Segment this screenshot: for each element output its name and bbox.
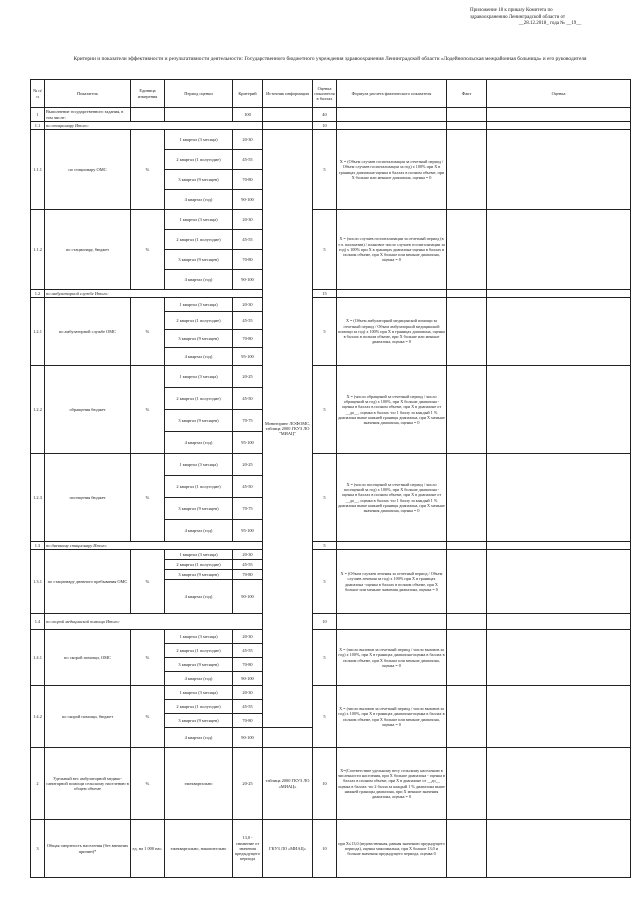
row-source (263, 108, 313, 122)
criteria-q3: 70-80 (233, 658, 263, 672)
row-score: 5 (313, 130, 337, 210)
criteria-q4: 90-100 (233, 580, 263, 614)
row-score: 10 (313, 748, 337, 820)
row-num: 1.2.2 (31, 366, 45, 454)
table-row (31, 686, 631, 700)
row-formula: X = (Объем случаев госпитализации за отчетный период / Объем случаев госпитализации за год) х 100% при X в границах диапазона-оценка в баллах в полном объеме, при X больше или меньше диапазона, оценка = 0 (337, 130, 447, 210)
row-unit: ед. на 1 000 нас. (131, 820, 165, 878)
period-q3: 3 квартал (9 месяцев) (165, 570, 233, 580)
row-num: 1.1 (31, 122, 45, 130)
row-unit: % (131, 210, 165, 290)
row-score: 5 (313, 210, 337, 290)
row-score: 10 (313, 122, 337, 130)
period-q4: 4 квартал (год) (165, 520, 233, 542)
row-score: 5 (313, 550, 337, 614)
row-eval (487, 108, 631, 122)
row-formula: X=(Соответствие удельному весу сельскому населению в численности населения, при X больше диапазона - оценка в баллах в полном объеме, при X в диапазоне от __до__ оценка в баллах -по 2 балла за каждый 1 % диапазона выше нижней границы диапазона, при X меньше значения диапазона, оценка = 0 (337, 748, 447, 820)
table-row (31, 290, 631, 298)
row-score: 10 (313, 614, 337, 630)
period-q3: 3 квартал (9 месяцев) (165, 658, 233, 672)
row-indicator: по амбулаторной службе Итого: (45, 290, 263, 298)
row-indicator: по стационару Итого: (45, 122, 263, 130)
period-q3: 3 квартал (9 месяцев) (165, 330, 233, 348)
period-q1: 1 квартал (3 месяца) (165, 550, 233, 560)
period-q1: 1 квартал (3 месяца) (165, 454, 233, 476)
table-row (31, 122, 631, 130)
period-q2: 2 квартал (1 полугодие) (165, 388, 233, 410)
row-score: 40 (313, 108, 337, 122)
row-criteria: 13,0 - снижение от значения предыдущего периода (233, 820, 263, 878)
period-q1: 1 квартал (3 месяца) (165, 210, 233, 230)
period-q2: 2 квартал (1 полугодие) (165, 150, 233, 170)
criteria-q2: 45-55 (233, 150, 263, 170)
table-row (31, 542, 631, 550)
criteria-q1: 20-25 (233, 454, 263, 476)
row-num: 2 (31, 748, 45, 820)
period-q3: 3 квартал (9 месяцев) (165, 170, 233, 190)
row-indicator: по скорой медицинской помощи Итого: (45, 614, 263, 630)
row-indicator: по стационару ОМС (45, 130, 131, 210)
criteria-table (30, 79, 631, 878)
criteria-q3: 70-80 (233, 170, 263, 190)
col-formula: Формула расчета фактического показателя (337, 80, 447, 108)
row-score: 5 (313, 454, 337, 542)
col-source: Источник информации (263, 80, 313, 108)
criteria-q3: 70-75 (233, 410, 263, 432)
row-num: 1.4.2 (31, 686, 45, 748)
row-indicator: посещения бюджет (45, 454, 131, 542)
row-score: 5 (313, 686, 337, 748)
criteria-q1: 20-30 (233, 686, 263, 700)
period-q4: 4 квартал (год) (165, 270, 233, 290)
row-num: 1.1.2 (31, 210, 45, 290)
document-title: Критерии и показатели эффективности и результативности деятельности: Государственного бюджетного учреждения здравоохранения Ленинградской области «Лодейнопольская межрайонная больница» и его руководителя (73, 56, 587, 62)
header-line-3: __28.12.2018_ года № __19__ (518, 21, 582, 26)
row-indicator: по дневному стационару Итого: (45, 542, 263, 550)
row-indicator: по скорой помощи, ОМС (45, 630, 131, 686)
table-row (31, 366, 631, 388)
row-num: 1.3.1 (31, 550, 45, 614)
table-row (31, 550, 631, 560)
criteria-q2: 45-55 (233, 560, 263, 570)
row-num: 1.3 (31, 542, 45, 550)
row-indicator: по стационару дневного пребывания ОМС (45, 550, 131, 614)
row-score: 5 (313, 298, 337, 366)
criteria-q2: 45-55 (233, 230, 263, 250)
row-formula (337, 108, 447, 122)
table-row (31, 630, 631, 644)
period-q1: 1 квартал (3 месяца) (165, 366, 233, 388)
row-formula: X = (число вызовов за отчетный период / число вызовов за год) х 100%, при X в границах диапазона-оценка в баллах в полном объеме, при X больше или меньше диапазона, оценка = 0 (337, 686, 447, 748)
table-row (31, 130, 631, 150)
row-num: 1.4 (31, 614, 45, 630)
row-formula: X = (число случаев госпитализации за отчетный период (в т.ч. паллиатив) / плановое число случаев госпитализации за год) х 100% при X в границах диапазона-оценка в баллах в полном объеме, при X больше или меньше диапазона, оценка = 0 (337, 210, 447, 290)
period-q3: 3 квартал (9 месяцев) (165, 410, 233, 432)
row-num: 1.1.1 (31, 130, 45, 210)
criteria-q1: 20-30 (233, 630, 263, 644)
criteria-q4: 95-100 (233, 348, 263, 366)
col-indicator: Показатель (45, 80, 131, 108)
row-score: 15 (313, 290, 337, 298)
row-unit: % (131, 550, 165, 614)
period-q2: 2 квартал (1 полугодие) (165, 560, 233, 570)
period-q1: 1 квартал (3 месяца) (165, 630, 233, 644)
row-period (165, 108, 233, 122)
row-num: 1.2.3 (31, 454, 45, 542)
criteria-q1: 20-25 (233, 366, 263, 388)
criteria-q4: 90-100 (233, 270, 263, 290)
row-indicator: обращения бюджет (45, 366, 131, 454)
row-score: 10 (313, 820, 337, 878)
order-appendix-header (470, 8, 630, 28)
criteria-q4: 90-100 (233, 190, 263, 210)
criteria-q1: 20-30 (233, 550, 263, 560)
table-row (31, 108, 631, 122)
row-score: 5 (313, 366, 337, 454)
criteria-q1: 20-30 (233, 210, 263, 230)
period-q4: 4 квартал (год) (165, 728, 233, 748)
criteria-q4: 95-100 (233, 520, 263, 542)
period-q4: 4 квартал (год) (165, 432, 233, 454)
row-num: 1 (31, 108, 45, 122)
period-q1: 1 квартал (3 месяца) (165, 298, 233, 312)
row-formula: X = (число обращений за отчетный период / число обращений за год) х 100%, при X больше диапазона - оценка в баллах в полном объеме, при X в диапазоне от __до__, оценка в баллах -по 1 баллу за каждый 1 % диапазона выше нижней границы диапазона, при X меньше значения диапазона, оценка = 0 (337, 366, 447, 454)
row-unit: % (131, 748, 165, 820)
period-q3: 3 квартал (9 месяцев) (165, 250, 233, 270)
col-fact: Факт (447, 80, 487, 108)
row-indicator: Удельный вес амбулаторной медико-санитарной помощи сельскому населению в общем объеме (45, 748, 131, 820)
period-q2: 2 квартал (1 полугодие) (165, 644, 233, 658)
criteria-q2: 45-55 (233, 700, 263, 714)
period-q4: 4 квартал (год) (165, 190, 233, 210)
table-header-row (31, 80, 631, 108)
criteria-q3: 70-80 (233, 250, 263, 270)
row-formula: X = (число вызовов за отчетный период / число вызовов за год) х 100%, при X в границах диапазона-оценка в баллах в полном объеме, при X больше или меньше диапазона, оценка = 0 (337, 630, 447, 686)
criteria-q3: 70-80 (233, 330, 263, 348)
row-indicator: по скорой помощи, бюджет (45, 686, 131, 748)
row-score: 5 (313, 542, 337, 550)
row-criteria: 20-25 (233, 748, 263, 820)
row-unit: % (131, 130, 165, 210)
period-q4: 4 квартал (год) (165, 580, 233, 614)
row-indicator: Общая смертность населения (без внешних причин)* (45, 820, 131, 878)
col-eval: Оценка (487, 80, 631, 108)
criteria-q2: 45-50 (233, 476, 263, 498)
row-fact (447, 108, 487, 122)
criteria-q1: 20-30 (233, 130, 263, 150)
row-num: 3 (31, 820, 45, 878)
period-q1: 1 квартал (3 месяца) (165, 130, 233, 150)
col-period: Период оценки (165, 80, 233, 108)
period-q2: 2 квартал (1 полугодие) (165, 230, 233, 250)
row-source (263, 122, 313, 130)
row-source: Мониторинг ЛОФОМС, таблица 2000 ГКУЗ ЛО "МИАЦ" (263, 130, 313, 728)
table-row (31, 210, 631, 230)
row-formula: при X≤13,0 (ведомственная, равная значению предыдущего периода), оценка максимальна, при X больше 13,0 и больше значения предыдущего периода, оценка 0 (337, 820, 447, 878)
row-criteria: 100 (233, 108, 263, 122)
row-indicator: Выполнение государственного задания, в том числе: (45, 108, 131, 122)
table-row (31, 748, 631, 820)
period-q1: 1 квартал (3 месяца) (165, 686, 233, 700)
row-source: ГКУЗ ЛО «МИАЦ» (263, 820, 313, 878)
col-score: Оценка показателя в баллах (313, 80, 337, 108)
header-line-1: Приложение 18 к приказу Комитета по (470, 8, 553, 13)
criteria-q2: 45-55 (233, 312, 263, 330)
row-formula: X = (Объем случаев лечения за отчетный период / Объем случаев лечения за год) х 100% при X в границах диапазона -оценка в баллах в полном объеме, при X больше или меньше значения диапазона, оценка = 0 (337, 550, 447, 614)
row-unit: % (131, 298, 165, 366)
criteria-q3: 70-80 (233, 714, 263, 728)
row-formula: X = (число посещений за отчетный период / число посещений за год) х 100%, при X больше диапазона - оценка в баллах в полном объеме, при X в диапазоне от __до__, оценка в баллах -по 1 баллу за каждый 1 % диапазона выше нижней границы диапазона, при X меньше значения диапазона, оценка = 0 (337, 454, 447, 542)
row-num: 1.4.1 (31, 630, 45, 686)
period-q3: 3 квартал (9 месяцев) (165, 498, 233, 520)
table-row (31, 454, 631, 476)
period-q4: 4 квартал (год) (165, 672, 233, 686)
row-unit: % (131, 454, 165, 542)
row-unit: % (131, 686, 165, 748)
period-q3: 3 квартал (9 месяцев) (165, 714, 233, 728)
criteria-q3: 70-80 (233, 570, 263, 580)
col-unit: Единица измерения (131, 80, 165, 108)
row-unit: % (131, 366, 165, 454)
header-line-2: здравоохранению Ленинградской области от (470, 14, 566, 20)
criteria-q2: 45-55 (233, 644, 263, 658)
row-source: таблица 2000 ГКУЗ ЛО «МИАЦ» (263, 748, 313, 820)
table-row (31, 298, 631, 312)
row-num: 1.2.1 (31, 298, 45, 366)
period-q2: 2 квартал (1 полугодие) (165, 476, 233, 498)
row-unit (131, 108, 165, 122)
row-indicator: по амбулаторной службе ОМС (45, 298, 131, 366)
criteria-q4: 90-100 (233, 728, 263, 748)
period-q2: 2 квартал (1 полугодие) (165, 700, 233, 714)
criteria-q1: 20-30 (233, 298, 263, 312)
criteria-q2: 45-50 (233, 388, 263, 410)
row-period: ежеквартально, накопительно (165, 820, 233, 878)
criteria-q3: 70-75 (233, 498, 263, 520)
row-unit: % (131, 630, 165, 686)
criteria-q4: 95-100 (233, 432, 263, 454)
row-formula: X = (Объем амбулаторной медицинской помощи за отчетный период / Объем амбулаторной медицинской помощи за год) х 100% при X в границах диапазона, оценка в баллах в полном объеме, при X больше или меньше диапазона, оценка = 0 (337, 298, 447, 366)
col-criteria: Критерий (233, 80, 263, 108)
row-num: 1.2 (31, 290, 45, 298)
table-row (31, 820, 631, 878)
row-period: ежеквартально (165, 748, 233, 820)
period-q2: 2 квартал (1 полугодие) (165, 312, 233, 330)
table-row (31, 614, 631, 630)
row-indicator: по стационару, бюджет (45, 210, 131, 290)
period-q4: 4 квартал (год) (165, 348, 233, 366)
row-score: 5 (313, 630, 337, 686)
criteria-q4: 90-100 (233, 672, 263, 686)
col-num: № п/п (31, 80, 45, 108)
